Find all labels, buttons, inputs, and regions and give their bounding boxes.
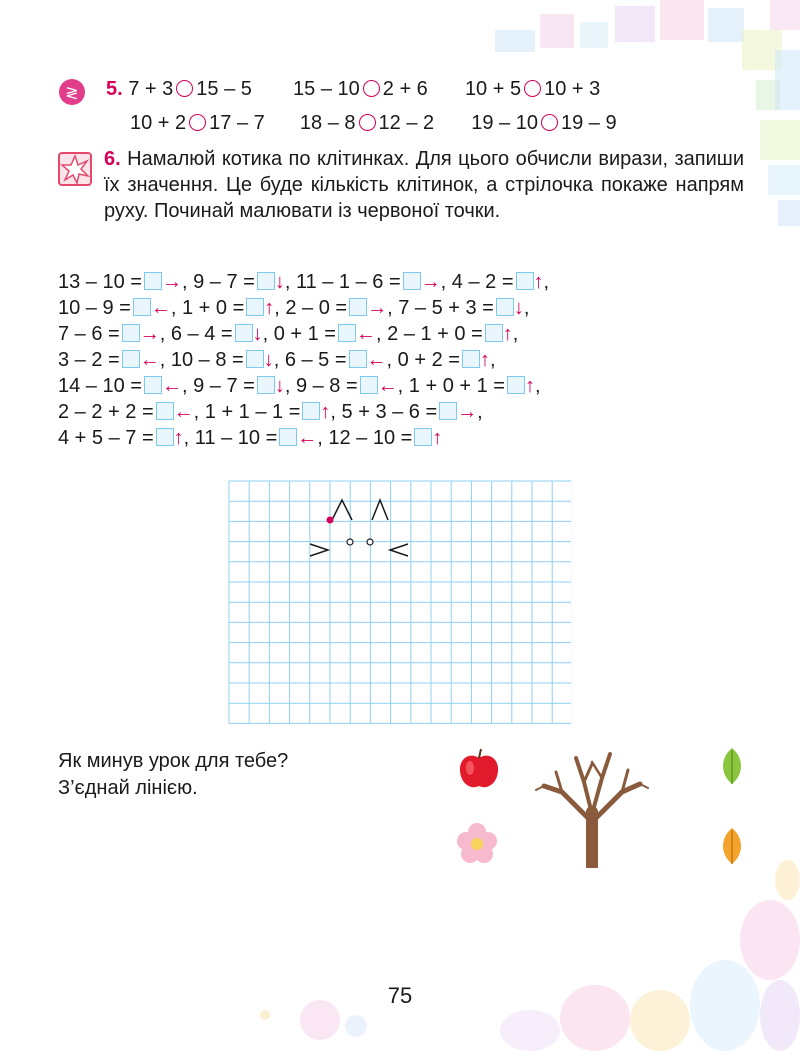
answer-cell[interactable] <box>156 428 174 446</box>
expression: 4 + 5 – 7 = <box>58 427 154 449</box>
expression: 6 – 5 = <box>284 349 347 371</box>
cat-eye-right <box>367 539 373 545</box>
direction-arrow: ↑ <box>432 427 443 449</box>
direction-arrow: ↑ <box>524 375 535 397</box>
expression: 5 + 3 – 6 = <box>341 401 438 423</box>
expressions-list <box>58 269 549 451</box>
direction-arrow: ↓ <box>252 323 263 345</box>
level-sign-icon <box>58 78 86 106</box>
reflection-line-1: Як минув урок для тебе? <box>58 750 289 772</box>
direction-arrow: ← <box>366 349 387 371</box>
comparison-left: 10 + 2 <box>130 112 187 134</box>
direction-arrow: → <box>367 297 388 319</box>
direction-arrow: ↑ <box>479 349 490 371</box>
expression: 4 – 2 = <box>451 271 514 293</box>
direction-arrow: → <box>161 271 182 293</box>
answer-cell[interactable] <box>439 402 457 420</box>
direction-arrow: ↑ <box>264 297 275 319</box>
compare-circle[interactable] <box>189 114 206 131</box>
answer-cell[interactable] <box>496 298 514 316</box>
answer-cell[interactable] <box>133 298 151 316</box>
expression: 11 – 10 = <box>194 427 278 449</box>
expression: 11 – 1 – 6 = <box>295 271 401 293</box>
task-5-row-1 <box>106 72 617 106</box>
star-burst-icon <box>58 152 92 186</box>
task-6-instructions <box>104 146 744 224</box>
expression: 6 – 4 = <box>170 323 233 345</box>
direction-arrow: ↓ <box>274 375 285 397</box>
page-number: 75 <box>387 983 413 1008</box>
expression: 1 + 1 – 1 = <box>204 401 301 423</box>
reflection-question <box>58 748 288 802</box>
comparison-right: 10 + 3 <box>544 78 601 100</box>
direction-arrow: ← <box>297 427 318 449</box>
answer-cell[interactable] <box>246 350 264 368</box>
expression: 12 – 10 = <box>328 427 413 449</box>
expression-row: 14 – 10 = ←, 9 – 7 = ↓, 9 – 8 = ←, 1 + 0 + 1 = ↑, <box>58 375 541 397</box>
answer-cell[interactable] <box>403 272 421 290</box>
compare-circle[interactable] <box>524 80 541 97</box>
direction-arrow: ← <box>139 349 160 371</box>
comparison-left: 19 – 10 <box>471 112 538 134</box>
expression: 2 – 2 + 2 = <box>58 401 154 423</box>
compare-circle[interactable] <box>363 80 380 97</box>
task-6-text: Намалюй котика по клітинках. Для цього обчисли вирази, запиши їх значення. Це буде кількість клітинок, а стрілочка покаже напрям руху. Починай малювати із червоної точки. <box>104 148 745 222</box>
expression: 9 – 7 = <box>193 375 255 397</box>
expression-row: 7 – 6 = →, 6 – 4 = ↓, 0 + 1 = ←, 2 – 1 + 0 = ↑, <box>58 323 519 345</box>
direction-arrow: ↓ <box>274 271 285 293</box>
answer-cell[interactable] <box>338 324 356 342</box>
comparison-right: 19 – 9 <box>560 112 617 134</box>
comparison-left: 18 – 8 <box>299 112 356 134</box>
answer-cell[interactable] <box>257 376 275 394</box>
comparison-left: 10 + 5 <box>464 78 522 100</box>
expression-row: 3 – 2 = ←, 10 – 8 = ↓, 6 – 5 = ←, 0 + 2 = ↑, <box>58 349 496 371</box>
answer-cell[interactable] <box>360 376 378 394</box>
expression: 7 – 5 + 3 = <box>398 297 494 319</box>
svg-text:≷: ≷ <box>65 83 79 102</box>
expression: 3 – 2 = <box>58 349 120 371</box>
expression: 1 + 0 = <box>181 297 245 319</box>
expression: 1 + 0 + 1 = <box>408 375 505 397</box>
comparison-left: 15 – 10 <box>293 78 360 100</box>
expression: 9 – 7 = <box>193 271 255 293</box>
task-5-number: 5. <box>106 78 123 100</box>
answer-cell[interactable] <box>279 428 297 446</box>
drawing-grid[interactable] <box>228 480 572 724</box>
task-5 <box>106 72 617 140</box>
answer-cell[interactable] <box>507 376 525 394</box>
expression-row: 2 – 2 + 2 = ←, 1 + 1 – 1 = ↑, 5 + 3 – 6 = →, <box>58 401 483 423</box>
answer-cell[interactable] <box>414 428 432 446</box>
answer-cell[interactable] <box>349 350 367 368</box>
comparison-right: 17 – 7 <box>209 112 265 134</box>
answer-cell[interactable] <box>302 402 320 420</box>
bare-tree-icon[interactable] <box>532 742 652 868</box>
compare-circle[interactable] <box>359 114 376 131</box>
comparison-right: 2 + 6 <box>382 78 428 100</box>
direction-arrow: ↑ <box>502 323 513 345</box>
expression: 0 + 2 = <box>397 349 460 371</box>
direction-arrow: → <box>420 271 441 293</box>
answer-cell[interactable] <box>235 324 253 342</box>
expression: 2 – 0 = <box>285 297 348 319</box>
answer-cell[interactable] <box>462 350 480 368</box>
answer-cell[interactable] <box>246 298 264 316</box>
comparison-right: 12 – 2 <box>378 112 435 134</box>
direction-arrow: ← <box>377 375 398 397</box>
direction-arrow: → <box>139 323 160 345</box>
green-leaf-icon[interactable] <box>718 746 746 786</box>
expression: 13 – 10 = <box>58 271 142 293</box>
direction-arrow: ↑ <box>320 401 331 423</box>
expression: 7 – 6 = <box>58 323 120 345</box>
reflection-line-2: З’єднай лінією. <box>58 777 198 799</box>
comparison-right: 15 – 5 <box>196 78 252 100</box>
task-5-row-2 <box>106 106 617 140</box>
direction-arrow: ↑ <box>533 271 544 293</box>
answer-cell[interactable] <box>144 376 162 394</box>
answer-cell[interactable] <box>349 298 367 316</box>
answer-cell[interactable] <box>122 350 140 368</box>
comparison-left: 7 + 3 <box>128 78 174 100</box>
expression: 9 – 8 = <box>295 375 358 397</box>
direction-arrow: ← <box>173 401 194 423</box>
direction-arrow: ↑ <box>173 427 184 449</box>
expression: 2 – 1 + 0 = <box>387 323 483 345</box>
task-6-number: 6. <box>104 148 121 170</box>
answer-cell[interactable] <box>257 272 275 290</box>
answer-cell[interactable] <box>156 402 174 420</box>
expression: 0 + 1 = <box>273 323 336 345</box>
direction-arrow: ← <box>355 323 376 345</box>
autumn-leaf-icon[interactable] <box>718 826 746 866</box>
expression: 10 – 8 = <box>170 349 244 371</box>
compare-circle[interactable] <box>176 80 193 97</box>
compare-circle[interactable] <box>541 114 558 131</box>
expression-row: 10 – 9 = ←, 1 + 0 = ↑, 2 – 0 = →, 7 – 5 + 3 = ↓, <box>58 297 530 319</box>
direction-arrow: ← <box>161 375 182 397</box>
start-dot <box>327 517 334 524</box>
answer-cell[interactable] <box>144 272 162 290</box>
expression-row: 4 + 5 – 7 = ↑, 11 – 10 = ←, 12 – 10 = ↑ <box>58 427 443 449</box>
cat-eye-left <box>347 539 353 545</box>
apple-icon[interactable] <box>456 746 502 792</box>
expression-row: 13 – 10 = →, 9 – 7 = ↓, 11 – 1 – 6 = →, 4 – 2 = ↑, <box>58 271 550 293</box>
flower-icon[interactable] <box>454 822 500 866</box>
answer-cell[interactable] <box>516 272 534 290</box>
cat-ears-sketch <box>332 500 388 520</box>
expression: 14 – 10 = <box>58 375 142 397</box>
direction-arrow: ← <box>150 297 171 319</box>
direction-arrow: → <box>457 401 478 423</box>
expression: 10 – 9 = <box>58 297 131 319</box>
cat-whiskers-sketch <box>310 544 408 556</box>
answer-cell[interactable] <box>485 324 503 342</box>
direction-arrow: ↓ <box>513 297 524 319</box>
direction-arrow: ↓ <box>263 349 274 371</box>
answer-cell[interactable] <box>122 324 140 342</box>
